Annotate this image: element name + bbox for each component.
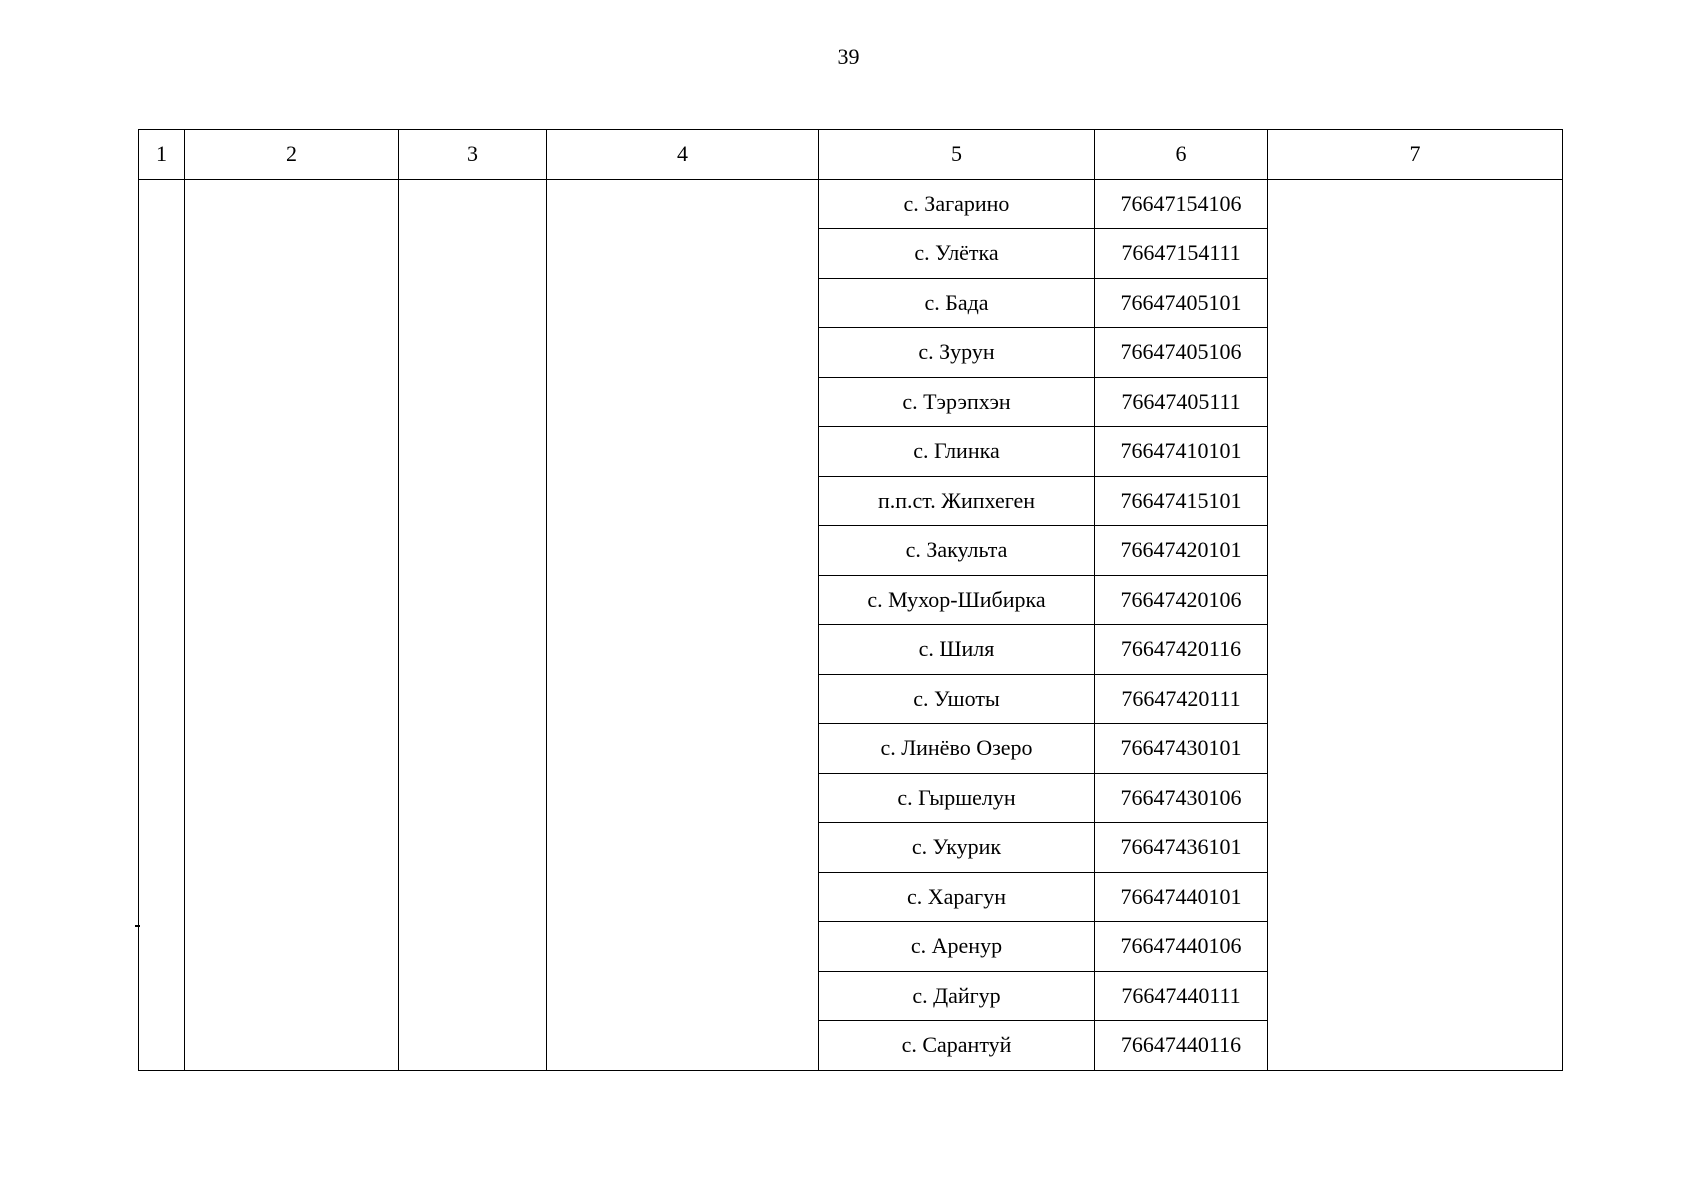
settlement-name-cell: с. Мухор-Шибирка bbox=[819, 575, 1095, 625]
column-number-1: 1 bbox=[139, 130, 185, 180]
settlement-name-cell: с. Тэрэпхэн bbox=[819, 377, 1095, 427]
column-number-6: 6 bbox=[1095, 130, 1268, 180]
empty-merged-cell-col-4 bbox=[547, 179, 819, 1070]
settlement-name-cell: с. Шиля bbox=[819, 625, 1095, 675]
empty-merged-cell-col-2 bbox=[185, 179, 399, 1070]
settlement-name-cell: с. Бада bbox=[819, 278, 1095, 328]
column-number-2: 2 bbox=[185, 130, 399, 180]
oktmo-code-cell: 76647440106 bbox=[1095, 922, 1268, 972]
table-body bbox=[139, 130, 1563, 1071]
settlement-name-cell: с. Укурик bbox=[819, 823, 1095, 873]
settlement-name-cell: с. Сарантуй bbox=[819, 1021, 1095, 1071]
column-number-4: 4 bbox=[547, 130, 819, 180]
settlement-name-cell: с. Глинка bbox=[819, 427, 1095, 477]
settlement-name-cell: с. Харагун bbox=[819, 872, 1095, 922]
empty-merged-cell-col-7 bbox=[1268, 179, 1563, 1070]
oktmo-code-cell: 76647436101 bbox=[1095, 823, 1268, 873]
oktmo-code-cell: 76647405106 bbox=[1095, 328, 1268, 378]
oktmo-code-cell: 76647154111 bbox=[1095, 229, 1268, 279]
settlement-name-cell: с. Загарино bbox=[819, 179, 1095, 229]
oktmo-code-cell: 76647410101 bbox=[1095, 427, 1268, 477]
column-number-header-row bbox=[139, 130, 1563, 180]
settlement-name-cell: с. Дайгур bbox=[819, 971, 1095, 1021]
oktmo-code-cell: 76647405101 bbox=[1095, 278, 1268, 328]
oktmo-code-cell: 76647420111 bbox=[1095, 674, 1268, 724]
page-number: 39 bbox=[837, 44, 860, 69]
settlement-name-cell: с. Аренур bbox=[819, 922, 1095, 972]
column-number-7: 7 bbox=[1268, 130, 1563, 180]
oktmo-code-cell: 76647420116 bbox=[1095, 625, 1268, 675]
column-number-5: 5 bbox=[819, 130, 1095, 180]
oktmo-code-cell: 76647420106 bbox=[1095, 575, 1268, 625]
oktmo-code-cell: 76647415101 bbox=[1095, 476, 1268, 526]
empty-merged-cell-col-3 bbox=[399, 179, 547, 1070]
settlement-name-cell: с. Линёво Озеро bbox=[819, 724, 1095, 774]
table-row bbox=[139, 179, 1563, 229]
settlements-table bbox=[138, 129, 1563, 1071]
oktmo-code-cell: 76647154106 bbox=[1095, 179, 1268, 229]
settlement-name-cell: с. Гыршелун bbox=[819, 773, 1095, 823]
oktmo-code-cell: 76647440101 bbox=[1095, 872, 1268, 922]
settlement-name-cell: с. Закульта bbox=[819, 526, 1095, 576]
column-number-3: 3 bbox=[399, 130, 547, 180]
settlement-name-cell: с. Улётка bbox=[819, 229, 1095, 279]
oktmo-code-cell: 76647430106 bbox=[1095, 773, 1268, 823]
settlement-name-cell: с. Зурун bbox=[819, 328, 1095, 378]
oktmo-code-cell: 76647440116 bbox=[1095, 1021, 1268, 1071]
oktmo-code-cell: 76647430101 bbox=[1095, 724, 1268, 774]
oktmo-code-cell: 76647420101 bbox=[1095, 526, 1268, 576]
oktmo-code-cell: 76647405111 bbox=[1095, 377, 1268, 427]
settlement-name-cell: п.п.ст. Жипхеген bbox=[819, 476, 1095, 526]
settlement-name-cell: с. Ушоты bbox=[819, 674, 1095, 724]
empty-merged-cell-col-1 bbox=[139, 179, 185, 1070]
oktmo-code-cell: 76647440111 bbox=[1095, 971, 1268, 1021]
